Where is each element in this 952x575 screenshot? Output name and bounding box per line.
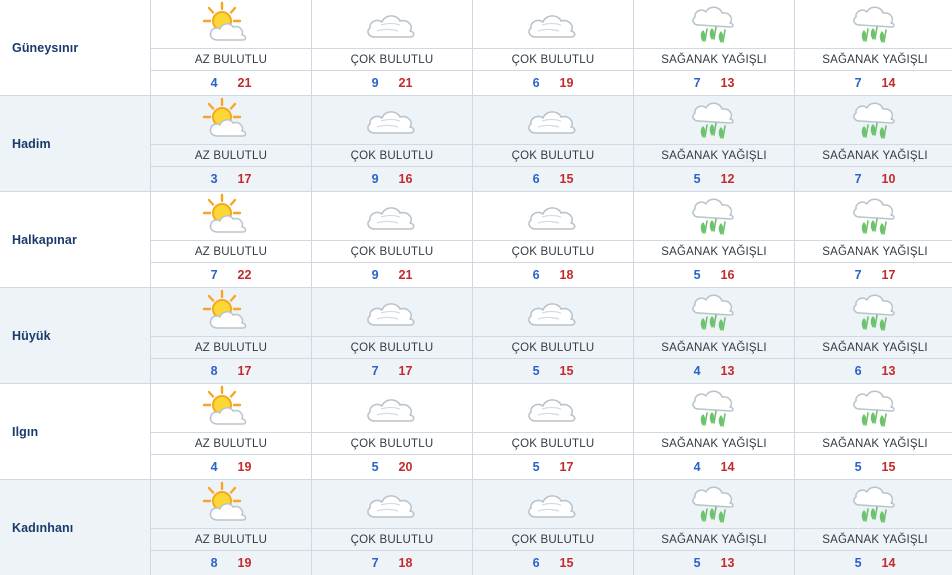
min-temperature: 5 [855, 556, 862, 570]
temperature-box [634, 550, 794, 575]
condition-text: ÇOK BULUTLU [512, 54, 595, 66]
min-temperature: 3 [211, 172, 218, 186]
max-temperature: 12 [721, 172, 735, 186]
max-temperature: 17 [560, 460, 574, 474]
condition-box [151, 240, 311, 262]
condition-text: ÇOK BULUTLU [351, 54, 434, 66]
showers-icon [844, 385, 906, 431]
forecast-day-cell[interactable] [634, 288, 795, 384]
condition-text: SAĞANAK YAĞIŞLI [661, 246, 766, 258]
weather-icon-box [312, 0, 472, 48]
city-name: Kadınhanı [12, 521, 73, 535]
forecast-day-inner [473, 480, 633, 575]
min-temperature: 5 [372, 460, 379, 474]
weather-icon-box [312, 384, 472, 432]
forecast-day-inner [473, 0, 633, 95]
forecast-day-cell[interactable] [473, 96, 634, 192]
condition-text: ÇOK BULUTLU [351, 150, 434, 162]
weather-icon-box [473, 384, 633, 432]
condition-text: SAĞANAK YAĞIŞLI [661, 150, 766, 162]
max-temperature: 19 [560, 76, 574, 90]
weather-icon-box [795, 96, 952, 144]
max-temperature: 15 [882, 460, 896, 474]
cloudy-icon [361, 1, 423, 47]
min-temperature: 6 [533, 268, 540, 282]
forecast-day-inner [634, 480, 794, 575]
condition-box [312, 48, 472, 70]
city-cell[interactable] [0, 480, 151, 575]
max-temperature: 15 [560, 172, 574, 186]
city-cell[interactable] [0, 384, 151, 480]
showers-icon [683, 1, 745, 47]
weather-icon-box [634, 384, 794, 432]
forecast-day-inner [151, 96, 311, 191]
condition-text: SAĞANAK YAĞIŞLI [661, 342, 766, 354]
condition-box [634, 240, 794, 262]
condition-box [795, 528, 952, 550]
min-temperature: 8 [211, 364, 218, 378]
condition-box [473, 144, 633, 166]
forecast-day-inner [473, 288, 633, 383]
condition-box [312, 528, 472, 550]
cloudy-icon [522, 289, 584, 335]
min-temperature: 7 [372, 364, 379, 378]
max-temperature: 13 [721, 556, 735, 570]
temperature-box [312, 358, 472, 383]
forecast-day-inner [795, 0, 952, 95]
min-temperature: 5 [533, 364, 540, 378]
weather-icon-box [151, 384, 311, 432]
cloudy-icon [361, 481, 423, 527]
forecast-day-cell[interactable] [312, 96, 473, 192]
cloudy-icon [522, 481, 584, 527]
cloudy-icon [522, 97, 584, 143]
forecast-day-cell[interactable] [151, 192, 312, 288]
forecast-day-inner [151, 384, 311, 479]
max-temperature: 19 [238, 460, 252, 474]
condition-text: SAĞANAK YAĞIŞLI [822, 534, 927, 546]
city-cell[interactable] [0, 96, 151, 192]
forecast-day-cell[interactable] [795, 192, 952, 288]
showers-icon [844, 1, 906, 47]
forecast-day-inner [312, 192, 472, 287]
weather-icon-box [795, 192, 952, 240]
forecast-day-inner [634, 96, 794, 191]
forecast-day-cell[interactable] [795, 384, 952, 480]
condition-box [312, 336, 472, 358]
min-temperature: 8 [211, 556, 218, 570]
forecast-day-cell[interactable] [151, 0, 312, 96]
condition-text: SAĞANAK YAĞIŞLI [822, 246, 927, 258]
city-name: Ilgın [12, 425, 38, 439]
temperature-box [312, 262, 472, 287]
temperature-box [795, 166, 952, 191]
weather-icon-box [795, 288, 952, 336]
condition-box [634, 48, 794, 70]
temperature-box [634, 262, 794, 287]
weather-icon-box [473, 288, 633, 336]
weather-icon-box [151, 0, 311, 48]
max-temperature: 19 [238, 556, 252, 570]
cloudy-icon [361, 289, 423, 335]
condition-text: ÇOK BULUTLU [512, 342, 595, 354]
forecast-day-cell[interactable] [151, 96, 312, 192]
temperature-box [795, 262, 952, 287]
condition-text: SAĞANAK YAĞIŞLI [822, 54, 927, 66]
city-name: Halkapınar [12, 233, 77, 247]
weather-icon-box [312, 192, 472, 240]
min-temperature: 7 [694, 76, 701, 90]
partly-sunny-icon [200, 193, 262, 239]
condition-text: ÇOK BULUTLU [512, 534, 595, 546]
temperature-box [151, 454, 311, 479]
weather-icon-box [795, 384, 952, 432]
condition-box [151, 48, 311, 70]
forecast-day-inner [151, 480, 311, 575]
min-temperature: 7 [372, 556, 379, 570]
temperature-box [473, 166, 633, 191]
min-temperature: 5 [855, 460, 862, 474]
temperature-box [151, 550, 311, 575]
condition-text: SAĞANAK YAĞIŞLI [822, 438, 927, 450]
min-temperature: 9 [372, 172, 379, 186]
condition-box [312, 432, 472, 454]
forecast-day-inner [795, 288, 952, 383]
partly-sunny-icon [200, 385, 262, 431]
forecast-day-cell[interactable] [634, 480, 795, 575]
condition-box [634, 432, 794, 454]
forecast-day-cell[interactable] [312, 480, 473, 575]
condition-text: AZ BULUTLU [195, 534, 267, 546]
condition-text: ÇOK BULUTLU [512, 246, 595, 258]
min-temperature: 6 [533, 76, 540, 90]
weather-icon-box [312, 96, 472, 144]
forecast-day-inner [795, 192, 952, 287]
condition-text: SAĞANAK YAĞIŞLI [822, 342, 927, 354]
condition-text: ÇOK BULUTLU [351, 534, 434, 546]
min-temperature: 7 [855, 268, 862, 282]
city-cell[interactable] [0, 0, 151, 96]
forecast-day-inner [312, 96, 472, 191]
temperature-box [151, 70, 311, 95]
max-temperature: 17 [238, 364, 252, 378]
condition-box [151, 432, 311, 454]
forecast-day-inner [473, 96, 633, 191]
condition-box [473, 48, 633, 70]
weather-icon-box [473, 96, 633, 144]
temperature-box [634, 166, 794, 191]
cloudy-icon [361, 97, 423, 143]
partly-sunny-icon [200, 481, 262, 527]
condition-text: ÇOK BULUTLU [512, 150, 595, 162]
showers-icon [683, 97, 745, 143]
temperature-box [473, 358, 633, 383]
temperature-box [473, 262, 633, 287]
condition-text: ÇOK BULUTLU [512, 438, 595, 450]
min-temperature: 9 [372, 268, 379, 282]
condition-box [312, 240, 472, 262]
forecast-day-cell[interactable] [473, 192, 634, 288]
max-temperature: 14 [882, 556, 896, 570]
min-temperature: 9 [372, 76, 379, 90]
max-temperature: 13 [721, 364, 735, 378]
max-temperature: 13 [882, 364, 896, 378]
showers-icon [683, 481, 745, 527]
temperature-box [795, 358, 952, 383]
condition-text: AZ BULUTLU [195, 54, 267, 66]
forecast-day-cell[interactable] [634, 0, 795, 96]
max-temperature: 22 [238, 268, 252, 282]
forecast-day-inner [312, 384, 472, 479]
forecast-day-cell[interactable] [634, 192, 795, 288]
forecast-day-inner [312, 480, 472, 575]
showers-icon [844, 481, 906, 527]
temperature-box [151, 166, 311, 191]
condition-box [473, 240, 633, 262]
forecast-day-cell[interactable] [151, 384, 312, 480]
table-row [0, 384, 952, 480]
temperature-box [634, 454, 794, 479]
max-temperature: 21 [399, 76, 413, 90]
forecast-day-cell[interactable] [151, 288, 312, 384]
max-temperature: 14 [882, 76, 896, 90]
min-temperature: 4 [211, 76, 218, 90]
max-temperature: 18 [399, 556, 413, 570]
temperature-box [473, 454, 633, 479]
forecast-day-cell[interactable] [312, 384, 473, 480]
forecast-day-cell[interactable] [634, 384, 795, 480]
min-temperature: 4 [694, 364, 701, 378]
forecast-day-inner [473, 384, 633, 479]
max-temperature: 14 [721, 460, 735, 474]
condition-text: ÇOK BULUTLU [351, 342, 434, 354]
min-temperature: 7 [855, 76, 862, 90]
temperature-box [312, 550, 472, 575]
forecast-day-cell[interactable] [312, 0, 473, 96]
temperature-box [473, 550, 633, 575]
min-temperature: 6 [533, 172, 540, 186]
max-temperature: 16 [721, 268, 735, 282]
forecast-day-cell[interactable] [151, 480, 312, 575]
partly-sunny-icon [200, 97, 262, 143]
weather-icon-box [795, 480, 952, 528]
table-row [0, 0, 952, 96]
temperature-box [312, 454, 472, 479]
cloudy-icon [361, 193, 423, 239]
temperature-box [151, 262, 311, 287]
cloudy-icon [522, 385, 584, 431]
weather-icon-box [151, 288, 311, 336]
weather-icon-box [312, 288, 472, 336]
max-temperature: 20 [399, 460, 413, 474]
min-temperature: 7 [855, 172, 862, 186]
condition-text: AZ BULUTLU [195, 246, 267, 258]
condition-box [634, 336, 794, 358]
weather-icon-box [634, 288, 794, 336]
min-temperature: 6 [855, 364, 862, 378]
max-temperature: 13 [721, 76, 735, 90]
weather-icon-box [151, 192, 311, 240]
temperature-box [312, 166, 472, 191]
forecast-day-cell[interactable] [795, 480, 952, 575]
min-temperature: 4 [694, 460, 701, 474]
condition-box [473, 336, 633, 358]
min-temperature: 5 [694, 556, 701, 570]
cloudy-icon [361, 385, 423, 431]
city-cell[interactable] [0, 192, 151, 288]
weather-icon-box [795, 0, 952, 48]
max-temperature: 10 [882, 172, 896, 186]
temperature-box [473, 70, 633, 95]
condition-box [795, 48, 952, 70]
city-cell[interactable] [0, 288, 151, 384]
weather-icon-box [473, 192, 633, 240]
min-temperature: 7 [211, 268, 218, 282]
weather-icon-box [473, 480, 633, 528]
partly-sunny-icon [200, 289, 262, 335]
condition-box [312, 144, 472, 166]
condition-text: SAĞANAK YAĞIŞLI [661, 534, 766, 546]
max-temperature: 15 [560, 556, 574, 570]
condition-text: SAĞANAK YAĞIŞLI [822, 150, 927, 162]
max-temperature: 18 [560, 268, 574, 282]
weather-icon-box [312, 480, 472, 528]
showers-icon [683, 193, 745, 239]
forecast-day-cell[interactable] [473, 480, 634, 575]
condition-box [473, 528, 633, 550]
weather-icon-box [634, 192, 794, 240]
forecast-day-cell[interactable] [312, 288, 473, 384]
min-temperature: 6 [533, 556, 540, 570]
forecast-day-cell[interactable] [473, 0, 634, 96]
weather-icon-box [151, 96, 311, 144]
condition-box [795, 336, 952, 358]
max-temperature: 17 [238, 172, 252, 186]
condition-box [795, 144, 952, 166]
condition-box [634, 528, 794, 550]
temperature-box [634, 358, 794, 383]
weather-icon-box [634, 0, 794, 48]
forecast-day-cell[interactable] [312, 192, 473, 288]
max-temperature: 16 [399, 172, 413, 186]
forecast-day-cell[interactable] [473, 288, 634, 384]
temperature-box [634, 70, 794, 95]
table-row [0, 288, 952, 384]
condition-text: AZ BULUTLU [195, 342, 267, 354]
weather-icon-box [634, 96, 794, 144]
max-temperature: 21 [399, 268, 413, 282]
forecast-day-inner [151, 0, 311, 95]
condition-box [151, 528, 311, 550]
forecast-day-inner [151, 192, 311, 287]
forecast-day-inner [795, 384, 952, 479]
condition-box [473, 432, 633, 454]
forecast-day-inner [151, 288, 311, 383]
condition-text: SAĞANAK YAĞIŞLI [661, 54, 766, 66]
forecast-day-inner [473, 192, 633, 287]
table-row [0, 192, 952, 288]
forecast-day-cell[interactable] [795, 288, 952, 384]
max-temperature: 17 [399, 364, 413, 378]
forecast-day-inner [634, 192, 794, 287]
condition-box [151, 144, 311, 166]
table-row [0, 96, 952, 192]
temperature-box [795, 454, 952, 479]
condition-box [795, 432, 952, 454]
min-temperature: 5 [694, 268, 701, 282]
temperature-box [151, 358, 311, 383]
showers-icon [683, 289, 745, 335]
condition-text: AZ BULUTLU [195, 438, 267, 450]
temperature-box [795, 550, 952, 575]
weather-icon-box [634, 480, 794, 528]
forecast-day-inner [795, 96, 952, 191]
condition-text: ÇOK BULUTLU [351, 438, 434, 450]
table-row [0, 480, 952, 575]
weather-icon-box [473, 0, 633, 48]
city-name: Hadim [12, 137, 51, 151]
forecast-day-inner [634, 384, 794, 479]
showers-icon [844, 289, 906, 335]
temperature-box [795, 70, 952, 95]
condition-box [634, 144, 794, 166]
min-temperature: 4 [211, 460, 218, 474]
city-name: Güneysınır [12, 41, 78, 55]
forecast-day-inner [634, 0, 794, 95]
showers-icon [844, 193, 906, 239]
max-temperature: 17 [882, 268, 896, 282]
forecast-day-cell[interactable] [795, 96, 952, 192]
condition-box [795, 240, 952, 262]
max-temperature: 15 [560, 364, 574, 378]
forecast-day-inner [795, 480, 952, 575]
condition-text: SAĞANAK YAĞIŞLI [661, 438, 766, 450]
cloudy-icon [522, 193, 584, 239]
condition-text: AZ BULUTLU [195, 150, 267, 162]
city-name: Hüyük [12, 329, 51, 343]
partly-sunny-icon [200, 1, 262, 47]
max-temperature: 21 [238, 76, 252, 90]
condition-box [151, 336, 311, 358]
forecast-day-inner [312, 0, 472, 95]
min-temperature: 5 [694, 172, 701, 186]
forecast-day-cell[interactable] [795, 0, 952, 96]
forecast-day-cell[interactable] [634, 96, 795, 192]
cloudy-icon [522, 1, 584, 47]
weather-icon-box [151, 480, 311, 528]
showers-icon [844, 97, 906, 143]
forecast-day-inner [312, 288, 472, 383]
condition-text: ÇOK BULUTLU [351, 246, 434, 258]
forecast-day-cell[interactable] [473, 384, 634, 480]
temperature-box [312, 70, 472, 95]
showers-icon [683, 385, 745, 431]
forecast-day-inner [634, 288, 794, 383]
min-temperature: 5 [533, 460, 540, 474]
